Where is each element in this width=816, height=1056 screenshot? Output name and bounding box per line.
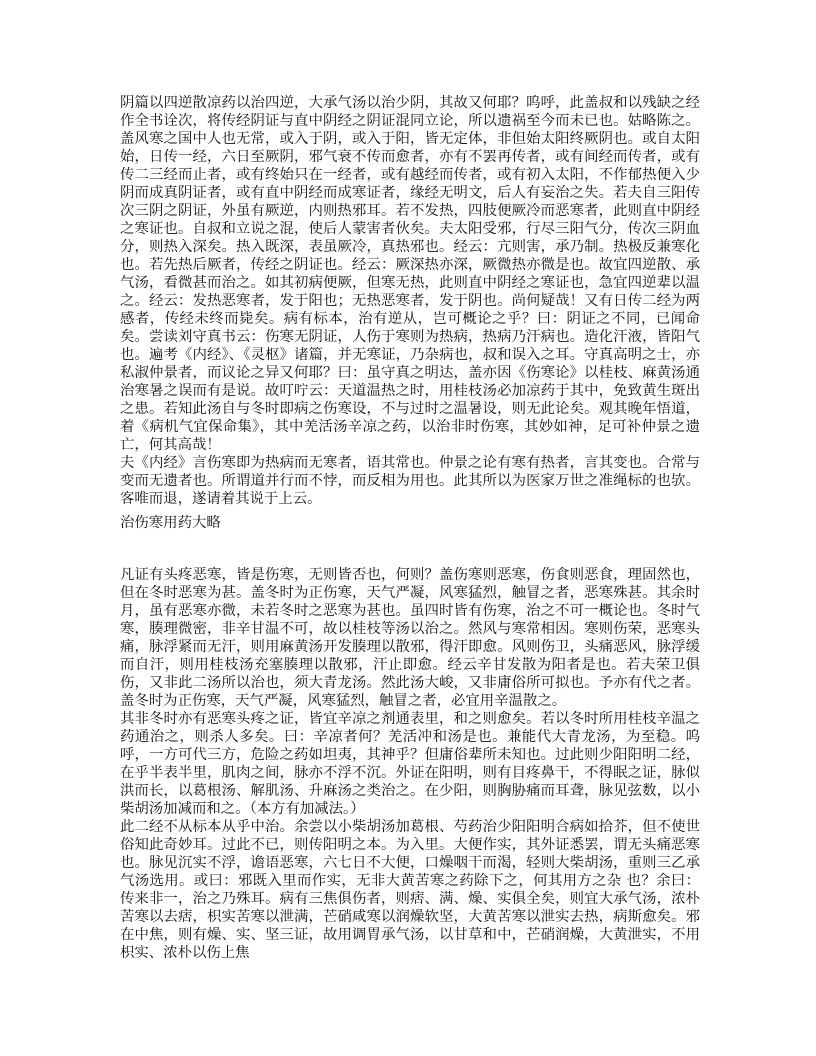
paragraph: 夫《内经》言伤寒即为热病而无寒者，语其常也。仲景之论有寒有热者，言其变也。合常与变而无遗者也。所谓道并行而不悖，而反相为用也。此其所以为医家万世之准绳标的也欤。客唯而退，遂请着其说于上云。: [120, 455, 700, 507]
paragraph: 其非冬时亦有恶寒头疼之证，皆宜辛凉之剂通表里，和之则愈矣。若以冬时所用桂枝辛温之药通治之，则杀人多矣。曰：辛凉者何？羌活冲和汤是也。兼能代大青龙汤，为至稳。呜呼，一方可代三方，危险之药如坦夷，其神乎？但庸俗辈所未知也。过此则少阳阳明二经，在乎半表半里，肌肉之间，脉亦不浮不沉。外证在阳明，则有目疼鼻干，不得眠之证，脉似洪而长，以葛根汤、解肌汤、升麻汤之类治之。在少阳，则胸胁痛而耳聋，脉见弦数，以小柴胡汤加减而和之。（本方有加减法。）: [120, 711, 700, 817]
paragraph: 此二经不从标本从乎中治。余尝以小柴胡汤加葛根、芍药治少阳阳明合病如拾芥，但不使世俗知此奇妙耳。过此不已，则传阳明之本。为入里。大便作实，其外证悉罢，谓无头痛恶寒也。脉见沉实不浮，谵语恶寒，六七日不大便，口燥咽干而渴，轻则大柴胡汤，重则三乙承气汤选用。或曰：邪既入里而作实，无非大黄苦寒之药除下之，何其用方之杂 也？余曰：传来非一，治之乃殊耳。病有三焦俱伤者，则痞、满、燥、实俱全矣，则宜大承气汤，浓朴苦寒以去痞，枳实苦寒以泄满，芒硝咸寒以润燥软坚，大黄苦寒以泄实去热，病斯愈矣。邪在中焦，则有燥、实、坚三证，故用调胃承气汤，以甘草和中，芒硝润燥，大黄泄实，不用枳实、浓朴以伤上焦: [120, 819, 700, 961]
paragraph: 阴篇以四逆散凉药以治四逆，大承气汤以治少阴，其故又何耶？呜呼，此盖叔和以残缺之经作全书诠次，将传经阴证与直中阴经之阴证混同立论，所以遗祸至今而未已也。姑略陈之。盖风寒之国中人也无常，或入于阴，或入于阳，皆无定体，非但始太阳终厥阴也。或自太阳始，日传一经，六日至厥阴，邪气衰不传而愈者，亦有不罢再传者，或有间经而传者，或有传二三经而止者，或有终始只在一经者，或有越经而传者，或有初入太阳，不作郁热便入少阴而成真阴证者，或有直中阴经而成寒证者，缘经无明文，后人有妄治之失。若夫自三阳传次三阴之阴证，外虽有厥逆，内则热邪耳。若不发热，四肢便厥冷而恶寒者，此则直中阴经之寒证也。自叔和立说之混，使后人蒙害者伙矣。夫太阳受邪，行尽三阳气分，传次三阴血分，则热入深矣。热入既深，表虽厥冷，真热邪也。经云：亢则害，承乃制。热极反兼寒化也。若先热后厥者，传经之阴证也。经云：厥深热亦深，厥微热亦微是也。故宜四逆散、承气汤，看微甚而治之。如其初病便厥，但寒无热，此则直中阴经之寒证也，急宜四逆辈以温之。经云：发热恶寒者，发于阳也；无热恶寒者，发于阴也。尚何疑哉！又有日传二经为两感者，传经未终而毙矣。病有标本，治有逆从，岂可概论之乎？曰：阴证之不同，已闻命矣。尝读刘守真书云：伤寒无阴证，人伤于寒则为热病，热病乃汗病也。造化汗液，皆阳气也。遍考《内经》、《灵枢》诸篇，并无寒证，乃杂病也，叔和误入之耳。守真高明之士，亦私淑仲景者，而议论之异又何耶？曰：虽守真之明达，盖亦因《伤寒论》以桂枝、麻黄汤通治寒暑之误而有是说。故叮咛云：天道温热之时，用桂枝汤必加凉药于其中，免致黄生斑出之患。若知此汤自与冬时即病之伤寒设，不与过时之温暑设，则无此论矣。观其晚年悟道，着《病机气宜保命集》，其中羌活汤辛凉之药，以治非时伤寒，其妙如神，足可补仲景之遗亡，何其高哉！: [120, 95, 700, 453]
paragraph: 凡证有头疼恶寒，皆是伤寒，无则皆否也，何则？盖伤寒则恶寒，伤食则恶食，理固然也，但在冬时恶寒为甚。盖冬时为正伤寒，天气严凝，风寒猛烈，触冒之者，恶寒殊甚。其余时月，虽有恶寒亦微，未若冬时之恶寒为甚也。虽四时皆有伤寒，治之不可一概论也。冬时气寒，腠理微密，非辛甘温不可，故以桂枝等汤以治之。然风与寒常相因。寒则伤荣，恶寒头痛，脉浮紧而无汗，则用麻黄汤开发腠理以散邪，得汗即愈。风则伤卫，头痛恶风，脉浮缓而自汗，则用桂枝汤充塞腠理以散邪，汗止即愈。经云辛甘发散为阳者是也。若夫荣卫俱伤，又非此二汤所以治也，须大青龙汤。然此汤大峻，又非庸俗所可拟也。予亦有代之者。盖冬时为正伤寒，天气严凝，风寒猛烈，触冒之者，必宜用辛温散之。: [120, 567, 700, 709]
section-2-body: [120, 566, 700, 962]
section-1-body: [120, 94, 700, 508]
section-title: 治伤寒用药大略: [120, 515, 221, 531]
